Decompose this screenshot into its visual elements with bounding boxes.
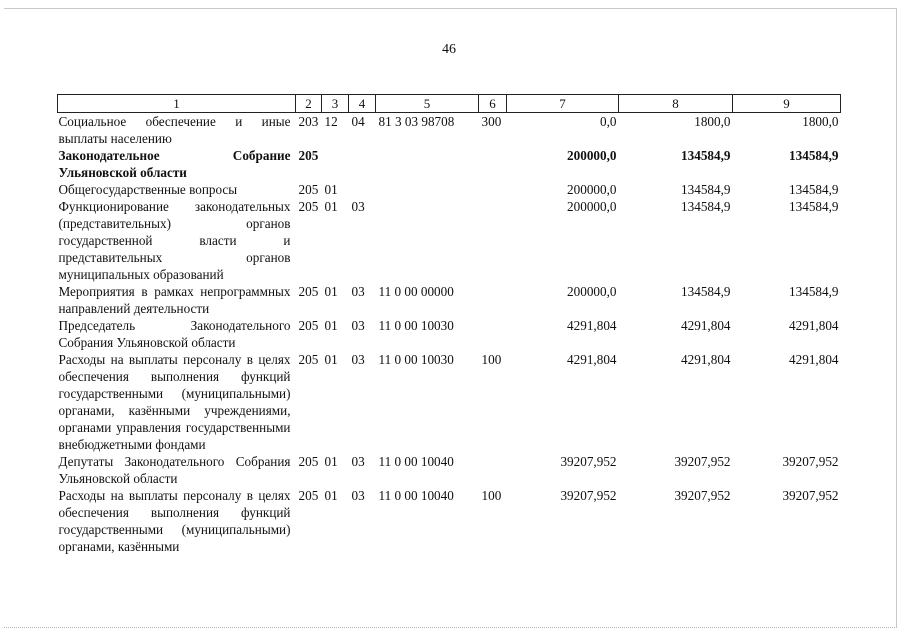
row-code-expense-type (479, 181, 507, 198)
row-amount-col7: 39207,952 (560, 488, 617, 503)
row-code-expense-type: 300 (481, 114, 502, 129)
row-code-section (322, 147, 349, 181)
table-row (58, 283, 841, 317)
row-name: Расходы на выплаты персоналу в целях обеспечения выполнения функций государственными (муниципальными) органами, казёнными учреждениями, органами управления государственными внебюджетными фондами (58, 352, 291, 452)
row-amount-col8: 134584,9 (681, 199, 731, 214)
row-amount-col7: 39207,952 (560, 454, 617, 469)
header-cell: 5 (376, 95, 479, 113)
row-name: Мероприятия в рамках непрограммных направлений деятельности (58, 284, 291, 316)
row-amount-col7: 200000,0 (567, 148, 617, 163)
row-code-subsection: 04 (351, 114, 365, 129)
row-amount-col8: 4291,804 (681, 352, 731, 367)
row-code-ministry: 205 (298, 182, 319, 197)
row-code-section: 01 (324, 352, 338, 367)
row-code-target: 11 0 00 10040 (378, 454, 454, 469)
header-cell: 7 (507, 95, 619, 113)
row-code-section: 01 (324, 199, 338, 214)
row-code-ministry: 205 (298, 318, 319, 333)
row-amount-col8: 134584,9 (681, 284, 731, 299)
table-row (58, 198, 841, 283)
row-code-expense-type (479, 453, 507, 487)
row-code-expense-type: 100 (481, 352, 502, 367)
row-code-target: 11 0 00 10030 (378, 352, 454, 367)
row-code-ministry: 205 (298, 488, 319, 503)
row-code-target: 11 0 00 10040 (378, 488, 454, 503)
table-row (58, 453, 841, 487)
row-code-subsection: 03 (351, 454, 365, 469)
row-amount-col7: 4291,804 (567, 318, 617, 333)
row-code-target (376, 147, 479, 181)
header-row (58, 95, 841, 113)
table-row (58, 317, 841, 351)
row-name: Законодательное Собрание Ульяновской области (58, 148, 291, 180)
row-code-section: 01 (324, 318, 338, 333)
row-code-section: 01 (324, 488, 338, 503)
row-name: Расходы на выплаты персоналу в целях обеспечения выполнения функций государственными (муниципальными) органами, казёнными (58, 488, 291, 554)
row-amount-col7: 200000,0 (567, 284, 617, 299)
row-code-expense-type (479, 283, 507, 317)
table-row (58, 181, 841, 198)
row-code-ministry: 205 (298, 284, 319, 299)
row-amount-col9: 4291,804 (789, 318, 839, 333)
row-code-subsection: 03 (351, 318, 365, 333)
row-amount-col9: 1800,0 (802, 114, 839, 129)
table-row (58, 113, 841, 148)
table-row (58, 487, 841, 555)
row-code-ministry: 205 (298, 199, 319, 214)
row-amount-col7: 4291,804 (567, 352, 617, 367)
row-code-ministry: 205 (298, 352, 319, 367)
row-amount-col8: 39207,952 (674, 488, 731, 503)
header-cell: 8 (619, 95, 733, 113)
header-cell: 3 (322, 95, 349, 113)
header-cell: 1 (58, 95, 296, 113)
header-cell: 4 (349, 95, 376, 113)
row-name: Депутаты Законодательного Собрания Ульяновской области (58, 454, 291, 486)
row-code-expense-type (479, 147, 507, 181)
row-amount-col7: 200000,0 (567, 182, 617, 197)
row-code-ministry: 205 (298, 148, 319, 163)
row-name: Социальное обеспечение и иные выплаты населению (58, 114, 291, 146)
row-code-subsection: 03 (351, 488, 365, 503)
row-code-subsection (349, 181, 376, 198)
row-amount-col9: 4291,804 (789, 352, 839, 367)
row-name: Председатель Законодательного Собрания Ульяновской области (58, 318, 291, 350)
header-cell: 9 (733, 95, 841, 113)
row-amount-col9: 39207,952 (782, 488, 839, 503)
row-code-section: 01 (324, 284, 338, 299)
row-amount-col9: 134584,9 (789, 199, 839, 214)
row-amount-col9: 39207,952 (782, 454, 839, 469)
row-code-subsection: 03 (351, 284, 365, 299)
row-code-expense-type (479, 317, 507, 351)
header-cell: 2 (296, 95, 322, 113)
budget-table (57, 94, 841, 555)
row-code-ministry: 205 (298, 454, 319, 469)
row-amount-col7: 200000,0 (567, 199, 617, 214)
header-cell: 6 (479, 95, 507, 113)
row-code-target (376, 181, 479, 198)
row-code-target: 11 0 00 10030 (378, 318, 454, 333)
row-amount-col8: 1800,0 (694, 114, 731, 129)
table-row (58, 351, 841, 453)
row-code-subsection: 03 (351, 352, 365, 367)
table-row (58, 147, 841, 181)
row-code-section: 01 (324, 182, 338, 197)
row-amount-col9: 134584,9 (789, 182, 839, 197)
page-number: 46 (442, 42, 456, 57)
row-code-expense-type (479, 198, 507, 283)
row-amount-col8: 134584,9 (681, 148, 731, 163)
row-code-section: 01 (324, 454, 338, 469)
row-amount-col8: 4291,804 (681, 318, 731, 333)
row-amount-col7: 0,0 (600, 114, 617, 129)
row-code-expense-type: 100 (481, 488, 502, 503)
row-code-section: 12 (324, 114, 338, 129)
row-code-target (376, 198, 479, 283)
row-name: Функционирование законодательных (представительных) органов государственной власти и представительных органов муниципальных образований (58, 199, 291, 282)
row-amount-col8: 134584,9 (681, 182, 731, 197)
row-code-subsection (349, 147, 376, 181)
row-name: Общегосударственные вопросы (58, 182, 238, 197)
row-code-target: 11 0 00 00000 (378, 284, 454, 299)
row-code-target: 81 3 03 98708 (378, 114, 455, 129)
row-amount-col9: 134584,9 (789, 284, 839, 299)
row-amount-col9: 134584,9 (789, 148, 839, 163)
row-code-ministry: 203 (298, 114, 319, 129)
row-code-subsection: 03 (351, 199, 365, 214)
row-amount-col8: 39207,952 (674, 454, 731, 469)
